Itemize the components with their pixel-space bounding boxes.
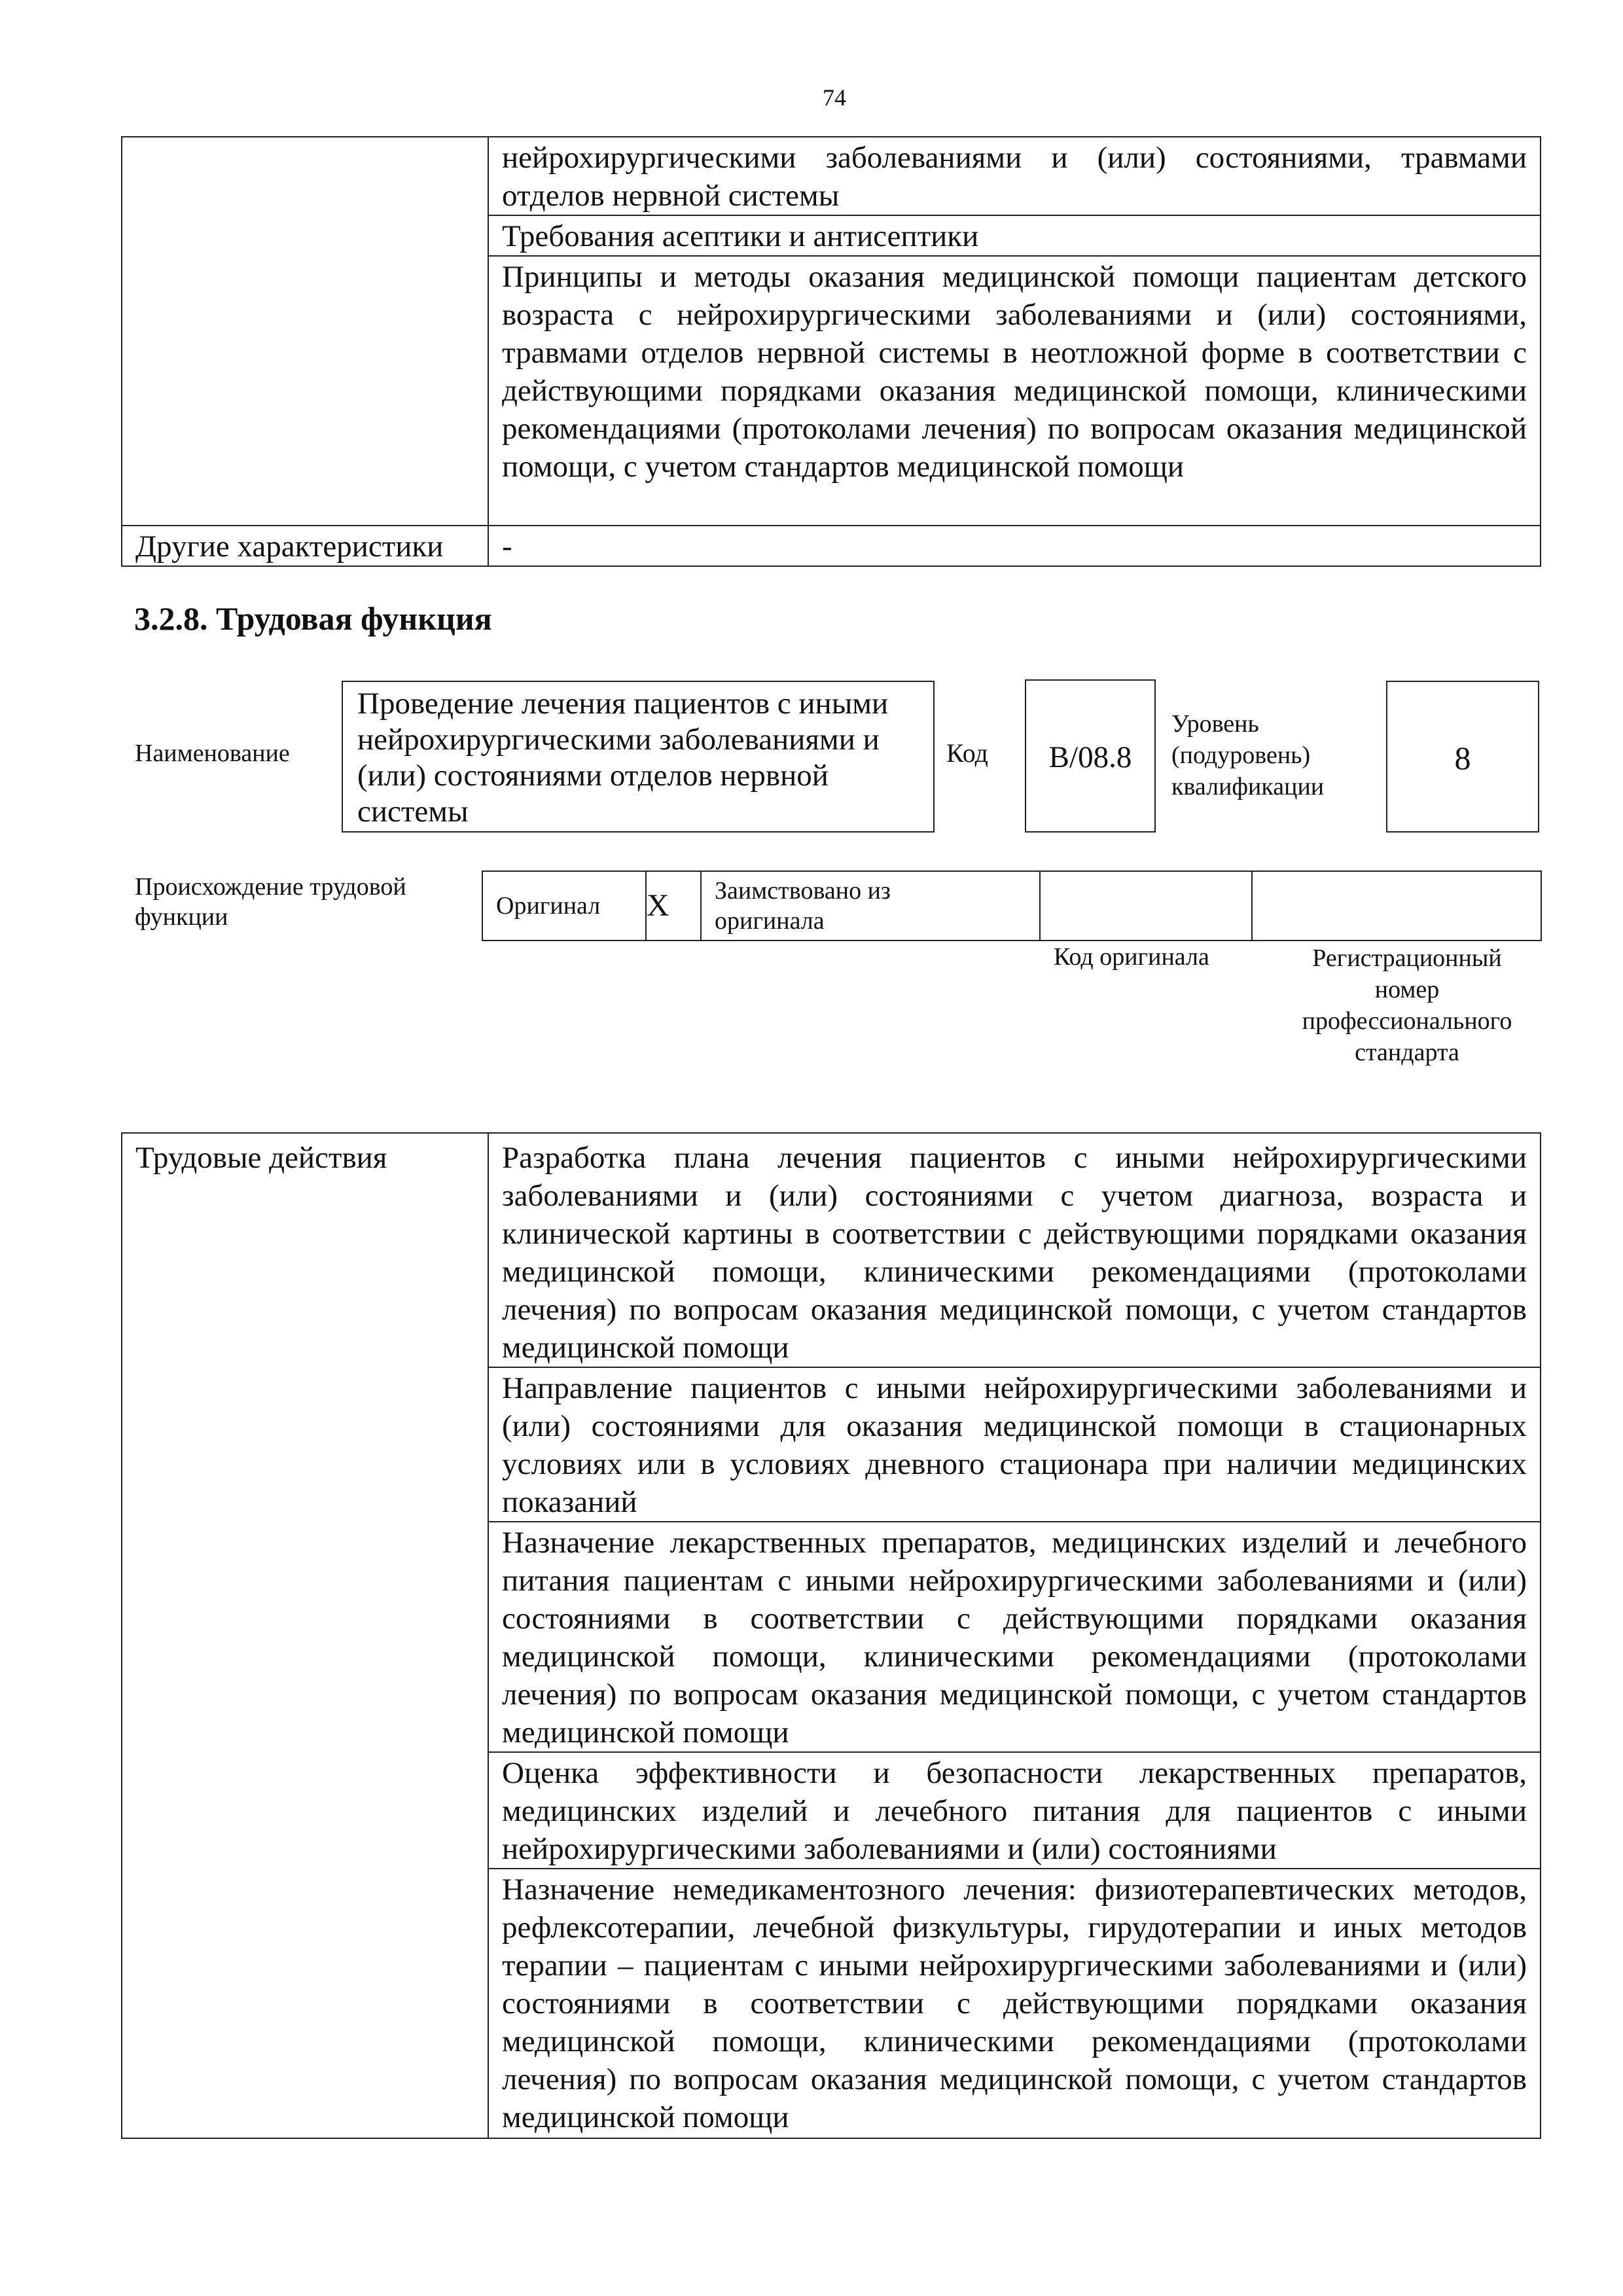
reg-label-line: стандарта	[1355, 1039, 1459, 1066]
code-value: B/08.8	[1048, 740, 1132, 774]
other-characteristics-label: Другие характеристики	[135, 529, 444, 564]
reg-label-line: профессионального	[1302, 1007, 1512, 1035]
labor-actions-label: Трудовые действия	[135, 1141, 387, 1175]
origin-label-line: функции	[135, 903, 228, 931]
code-label: Код	[946, 738, 988, 768]
knowledge-row: Требования асептики и антисептики	[502, 219, 979, 253]
original-cell	[482, 871, 646, 941]
empty-label-cell	[122, 137, 488, 526]
original-mark: X	[647, 888, 669, 923]
origin-label	[135, 872, 406, 932]
reg-number-cell	[1252, 871, 1541, 941]
borrowed-label-line: оригинала	[715, 907, 825, 935]
code-original-label: Код оригинала	[1054, 943, 1209, 971]
level-box	[1386, 681, 1539, 833]
page-number: 74	[823, 84, 846, 111]
reg-label-line: номер	[1374, 976, 1440, 1003]
knowledge-row: Принципы и методы оказания медицинской помощи пациентам детского возраста с нейрохирургическими заболеваниями и (или) состояниями, травмами отделов нервной системы в неотложной форме в соответствии с действующими порядками оказания медицинской помощи, клиническими рекомендациями (протоколами лечения) по вопросам оказания медицинской помощи, с учетом стандартов медицинской помощи	[502, 260, 1527, 484]
labor-actions-table	[121, 1132, 1541, 2139]
labor-action-row: Разработка плана лечения пациентов с иными нейрохирургическими заболеваниями и (или) состояниями с учетом диагноза, возраста и клинической картины в соответствии с действующими порядками оказания медицинской помощи, клиническими рекомендациями (протоколами лечения) по вопросам оказания медицинской помощи, с учетом стандартов медицинской помощи	[502, 1141, 1527, 1365]
code-box	[1025, 679, 1156, 833]
section-title: 3.2.8. Трудовая функция	[134, 600, 492, 637]
borrowed-cell	[701, 871, 1040, 941]
level-label-line: Уровень	[1171, 710, 1259, 738]
knowledge-row: нейрохирургическими заболеваниями и (или) состояниями, травмами отделов нервной системы	[502, 141, 1527, 213]
level-label	[1171, 708, 1324, 802]
level-value: 8	[1454, 740, 1471, 776]
original-label: Оригинал	[496, 892, 601, 920]
function-name: Проведение лечения пациентов с иными нейрохирургическими заболеваниями и (или) состояниями отделов нервной системы	[357, 687, 889, 829]
name-label: Наименование	[135, 740, 290, 767]
other-characteristics-value: -	[502, 529, 512, 564]
original-mark-cell	[646, 871, 701, 941]
origin-table	[482, 870, 1542, 941]
level-label-line: (подуровень)	[1171, 742, 1311, 769]
labor-action-row: Назначение немедикаментозного лечения: физиотерапевтических методов, рефлексотерапии, лечебной физкультуры, гирудотерапии и иных методов терапии – пациентам с иными нейрохирургическими заболеваниями и (или) состояниями в соответствии с действующими порядками оказания медицинской помощи, клиническими рекомендациями (протоколами лечения) по вопросам оказания медицинской помощи, с учетом стандартов медицинской помощи	[502, 1873, 1527, 2134]
origin-label-line: Происхождение трудовой	[135, 873, 406, 901]
borrowed-label-line: Заимствовано из	[715, 877, 891, 905]
reg-label-line: Регистрационный	[1312, 944, 1502, 972]
labor-action-row: Оценка эффективности и безопасности лекарственных препаратов, медицинских изделий и лечебного питания для пациентов с иными нейрохирургическими заболеваниями и (или) состояниями	[502, 1756, 1527, 1866]
labor-action-row: Направление пациентов с иными нейрохирургическими заболеваниями и (или) состояниями для оказания медицинской помощи в стационарных условиях или в условиях дневного стационара при наличии медицинских показаний	[502, 1371, 1527, 1519]
labor-action-row: Назначение лекарственных препаратов, медицинских изделий и лечебного питания пациентам с иными нейрохирургическими заболеваниями и (или) состояниями в соответствии с действующими порядками оказания медицинской помощи, клиническими рекомендациями (протоколами лечения) по вопросам оказания медицинской помощи, с учетом стандартов медицинской помощи	[502, 1526, 1527, 1749]
reg-number-label	[1263, 942, 1551, 1068]
function-name-box	[342, 681, 935, 833]
level-label-line: квалификации	[1171, 773, 1325, 800]
code-original-cell	[1040, 871, 1252, 941]
knowledge-table	[121, 136, 1541, 567]
